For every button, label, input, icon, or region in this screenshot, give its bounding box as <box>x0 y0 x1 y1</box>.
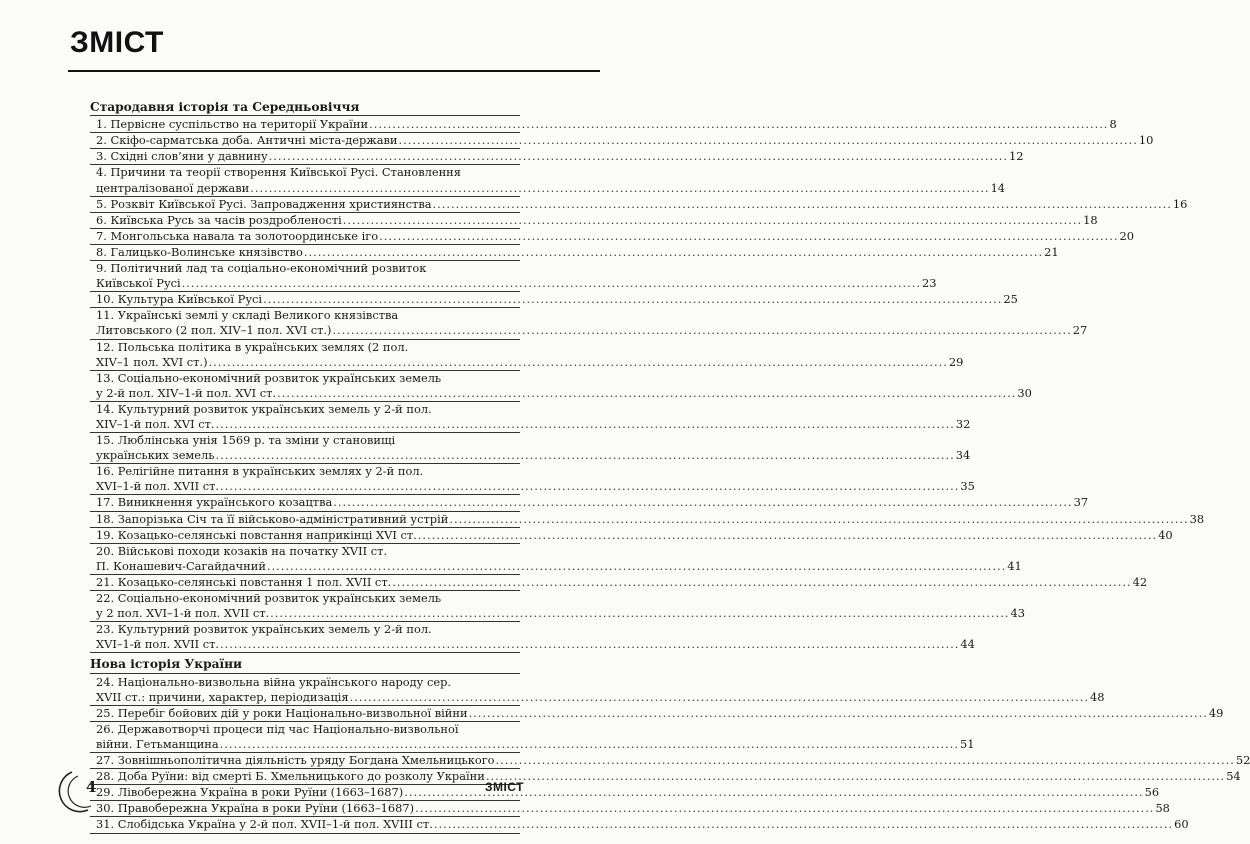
toc-entry-text: Київської Русі <box>96 276 181 291</box>
dot-leader <box>220 637 959 652</box>
toc-page-number: 35 <box>960 479 975 494</box>
toc-entry-text: 29. Лівобережна Україна в роки Руїни (1663–1687) <box>96 785 404 800</box>
toc-entry-text: XIV–1 пол. XVI ст.) <box>96 354 208 369</box>
toc-entry[interactable] <box>90 495 1089 511</box>
footer-label: ЗМІСТ <box>484 780 524 794</box>
toc-entry[interactable] <box>90 401 971 433</box>
dot-leader <box>215 448 954 463</box>
toc-entry-text: 25. Перебіг бойових дій у роки Національно-визвольної війни <box>96 705 468 720</box>
toc-entry-text: 21. Козацько-селянські повстання 1 пол. XVII ст. <box>96 574 392 589</box>
toc-page-number: 20 <box>1119 228 1134 243</box>
toc-entry-text: 5. Розквіт Київської Русі. Запровадження християнства <box>96 196 432 211</box>
toc-entry[interactable] <box>90 769 1241 785</box>
toc-entry-text: 7. Монгольська навала та золотоординське іго <box>96 228 379 243</box>
dot-leader <box>486 769 1225 784</box>
toc-entry-text: XVI–1-й пол. XVII ст. <box>96 479 220 494</box>
section-heading: Стародавня історія та Середньовіччя <box>90 100 520 116</box>
toc-page-number: 58 <box>1155 801 1170 816</box>
toc-entry-text: 27. Зовнішньополітична діяльність уряду Богдана Хмельницького <box>96 753 495 768</box>
dot-leader <box>270 606 1009 621</box>
toc-page-number: 10 <box>1138 133 1154 148</box>
toc-entry[interactable] <box>90 574 1148 591</box>
dot-leader <box>267 559 1006 574</box>
dot-leader <box>304 245 1043 260</box>
dot-leader <box>392 575 1131 590</box>
dot-leader <box>220 737 959 752</box>
toc-entry-text: 3. Східні слов’яни у давнину <box>96 149 268 164</box>
toc-page-number: 27 <box>1072 323 1088 338</box>
dot-leader <box>418 528 1157 543</box>
toc-entry[interactable] <box>90 674 1105 706</box>
dot-leader <box>379 229 1118 244</box>
toc-page-number: 38 <box>1189 511 1205 526</box>
toc-entry[interactable] <box>90 433 971 464</box>
toc-entry-text: 4. Причини та теорії створення Київської Русі. Становлення <box>96 165 461 180</box>
toc-entry[interactable] <box>90 785 1160 801</box>
toc-entry-text: 10. Культура Київської Русі <box>96 292 263 307</box>
toc-entry[interactable] <box>90 721 975 753</box>
toc-entry-text: XIV–1-й пол. XVI ст. <box>96 416 215 431</box>
toc-entry[interactable] <box>90 464 975 495</box>
toc-page-number: 42 <box>1132 574 1148 589</box>
toc-entry-text: 31. Слобідська Україна у 2-й пол. XVII–1-й пол. XVIII ст. <box>96 817 433 832</box>
toc-entry-text: 15. Люблінська унія 1569 р. та зміни у становищі <box>96 433 396 448</box>
toc-entry-text: централізованої держави <box>96 180 250 195</box>
dot-leader <box>277 386 1016 401</box>
toc-entry-text: XVII ст.: причини, характер, періодизація <box>96 689 349 704</box>
toc-page-number: 18 <box>1083 212 1098 227</box>
toc-entry[interactable] <box>90 817 1189 833</box>
toc-page-number: 40 <box>1158 527 1173 542</box>
section-heading: Нова історія України <box>90 657 520 673</box>
toc-entry[interactable] <box>90 591 1025 622</box>
dot-leader <box>269 149 1008 164</box>
toc-entry-text: 1. Первісне суспільство на території України <box>96 117 369 132</box>
toc-page-number: 29 <box>948 354 964 369</box>
toc-page-number: 23 <box>922 276 937 291</box>
toc-entry-text: 8. Галицько-Волинське князівство <box>96 244 303 259</box>
dot-leader <box>449 512 1188 527</box>
dot-leader <box>496 753 1235 768</box>
dot-leader <box>469 706 1208 721</box>
toc-entry[interactable] <box>90 117 1117 133</box>
toc-entry-text: 23. Культурний розвиток українських земель у 2-й пол. <box>96 622 432 637</box>
toc-page-number: 44 <box>960 637 975 652</box>
toc-entry[interactable] <box>90 196 1188 213</box>
toc-entry[interactable] <box>90 622 975 653</box>
dot-leader <box>182 276 921 291</box>
toc-entry[interactable] <box>90 133 1154 149</box>
table-of-contents <box>90 100 1250 834</box>
dot-leader <box>250 181 989 196</box>
dot-leader <box>220 479 959 494</box>
dot-leader <box>343 213 1082 228</box>
toc-entry[interactable] <box>90 149 1024 165</box>
toc-entry-text: 11. Українські землі у складі Великого князівства <box>96 308 399 323</box>
footer-arc-decoration <box>58 766 108 816</box>
toc-entry[interactable] <box>90 370 1032 402</box>
toc-page-number: 56 <box>1144 785 1160 800</box>
toc-entry-text: П. Конашевич-Сагайдачний <box>96 558 266 573</box>
toc-page-number: 34 <box>955 448 971 463</box>
title-rule <box>68 70 600 72</box>
dot-leader <box>433 197 1172 212</box>
toc-page-number: 51 <box>960 736 975 751</box>
toc-entry-text: 30. Правобережна Україна в роки Руїни (1663–1687) <box>96 801 415 816</box>
toc-entry[interactable] <box>90 308 1088 339</box>
toc-entry-text: 17. Виникнення українського козацтва <box>96 495 333 510</box>
toc-page-number: 54 <box>1226 769 1241 784</box>
toc-entry-text: 18. Запорізька Січ та її військово-адміністративний устрій <box>96 511 449 526</box>
toc-entry-text: 12. Польська політика в українських землях (2 пол. <box>96 339 409 354</box>
dot-leader <box>333 495 1072 510</box>
toc-page-number: 60 <box>1174 817 1189 832</box>
toc-page-number: 37 <box>1073 495 1089 510</box>
dot-leader <box>350 690 1089 705</box>
dot-leader <box>434 817 1173 832</box>
dot-leader <box>332 323 1071 338</box>
toc-entry-text: українських земель <box>96 448 215 463</box>
toc-entry-text: 14. Культурний розвиток українських земель у 2-й пол. <box>96 401 432 416</box>
toc-entry-text: 16. Релігійне питання в українських землях у 2-й пол. <box>96 464 424 479</box>
toc-entry[interactable] <box>90 244 1059 261</box>
toc-entry[interactable] <box>90 543 1022 575</box>
toc-entry-text: 2. Скіфо-сарматська доба. Античні міста-держави <box>96 133 398 148</box>
toc-entry[interactable] <box>90 753 1250 769</box>
toc-entry[interactable] <box>90 292 1018 308</box>
toc-entry-text: у 2-й пол. XIV–1-й пол. XVI ст. <box>96 385 277 400</box>
toc-entry[interactable] <box>90 511 1205 528</box>
toc-page-number: 30 <box>1017 385 1032 400</box>
dot-leader <box>369 117 1108 132</box>
toc-page-number: 16 <box>1172 196 1188 211</box>
toc-entry[interactable] <box>90 527 1173 544</box>
toc-entry-text: 19. Козацько-селянські повстання наприкінці XVI ст. <box>96 527 417 542</box>
toc-page-number: 48 <box>1089 689 1105 704</box>
toc-page-number: 14 <box>990 180 1006 195</box>
toc-entry-text: 26. Державотворчі процеси під час Національно-визвольної <box>96 721 459 736</box>
toc-entry-text: 20. Військові походи козаків на початку XVII ст. <box>96 543 388 558</box>
toc-page-number: 52 <box>1235 753 1250 768</box>
dot-leader <box>399 133 1138 148</box>
toc-entry-text: XVI–1-й пол. XVII ст. <box>96 637 220 652</box>
toc-page-number: 21 <box>1044 244 1059 259</box>
toc-entry-text: 13. Соціально-економічний розвиток українських земель <box>96 370 442 385</box>
footer-page-number: 4 <box>86 778 97 796</box>
page-title: ЗМІСТ <box>70 26 164 59</box>
toc-page-number: 41 <box>1007 558 1022 573</box>
toc-entry-text: у 2 пол. XVI–1-й пол. XVII ст. <box>96 606 270 621</box>
dot-leader <box>415 801 1154 816</box>
toc-entry-text: 6. Київська Русь за часів роздробленості <box>96 212 342 227</box>
toc-entry-text: 24. Національно-визвольна війна українського народу сер. <box>96 674 452 689</box>
toc-entry[interactable] <box>90 339 964 371</box>
toc-entry[interactable] <box>90 165 1006 196</box>
toc-entry-text: 28. Доба Руїни: від смерті Б. Хмельницького до розколу України <box>96 769 485 784</box>
toc-entry-text: Литовського (2 пол. XIV–1 пол. XVI ст.) <box>96 323 332 338</box>
toc-entry-text: 22. Соціально-економічний розвиток українських земель <box>96 591 442 605</box>
toc-page-number: 49 <box>1208 705 1224 720</box>
toc-entry[interactable] <box>90 261 937 292</box>
toc-page-number: 32 <box>955 416 971 431</box>
toc-entry-text: 9. Політичний лад та соціально-економічний розвиток <box>96 261 427 276</box>
toc-page-number: 8 <box>1109 117 1117 132</box>
toc-entry[interactable] <box>90 705 1224 722</box>
toc-entry[interactable] <box>90 212 1098 229</box>
dot-leader <box>209 355 948 370</box>
toc-page-number: 12 <box>1008 149 1024 164</box>
toc-page-number: 25 <box>1003 292 1018 307</box>
dot-leader <box>263 292 1002 307</box>
toc-entry-text: війни. Гетьманщина <box>96 736 219 751</box>
toc-entry[interactable] <box>90 801 1170 817</box>
toc-entry[interactable] <box>90 228 1134 245</box>
dot-leader <box>216 417 955 432</box>
toc-page-number: 43 <box>1010 606 1025 621</box>
